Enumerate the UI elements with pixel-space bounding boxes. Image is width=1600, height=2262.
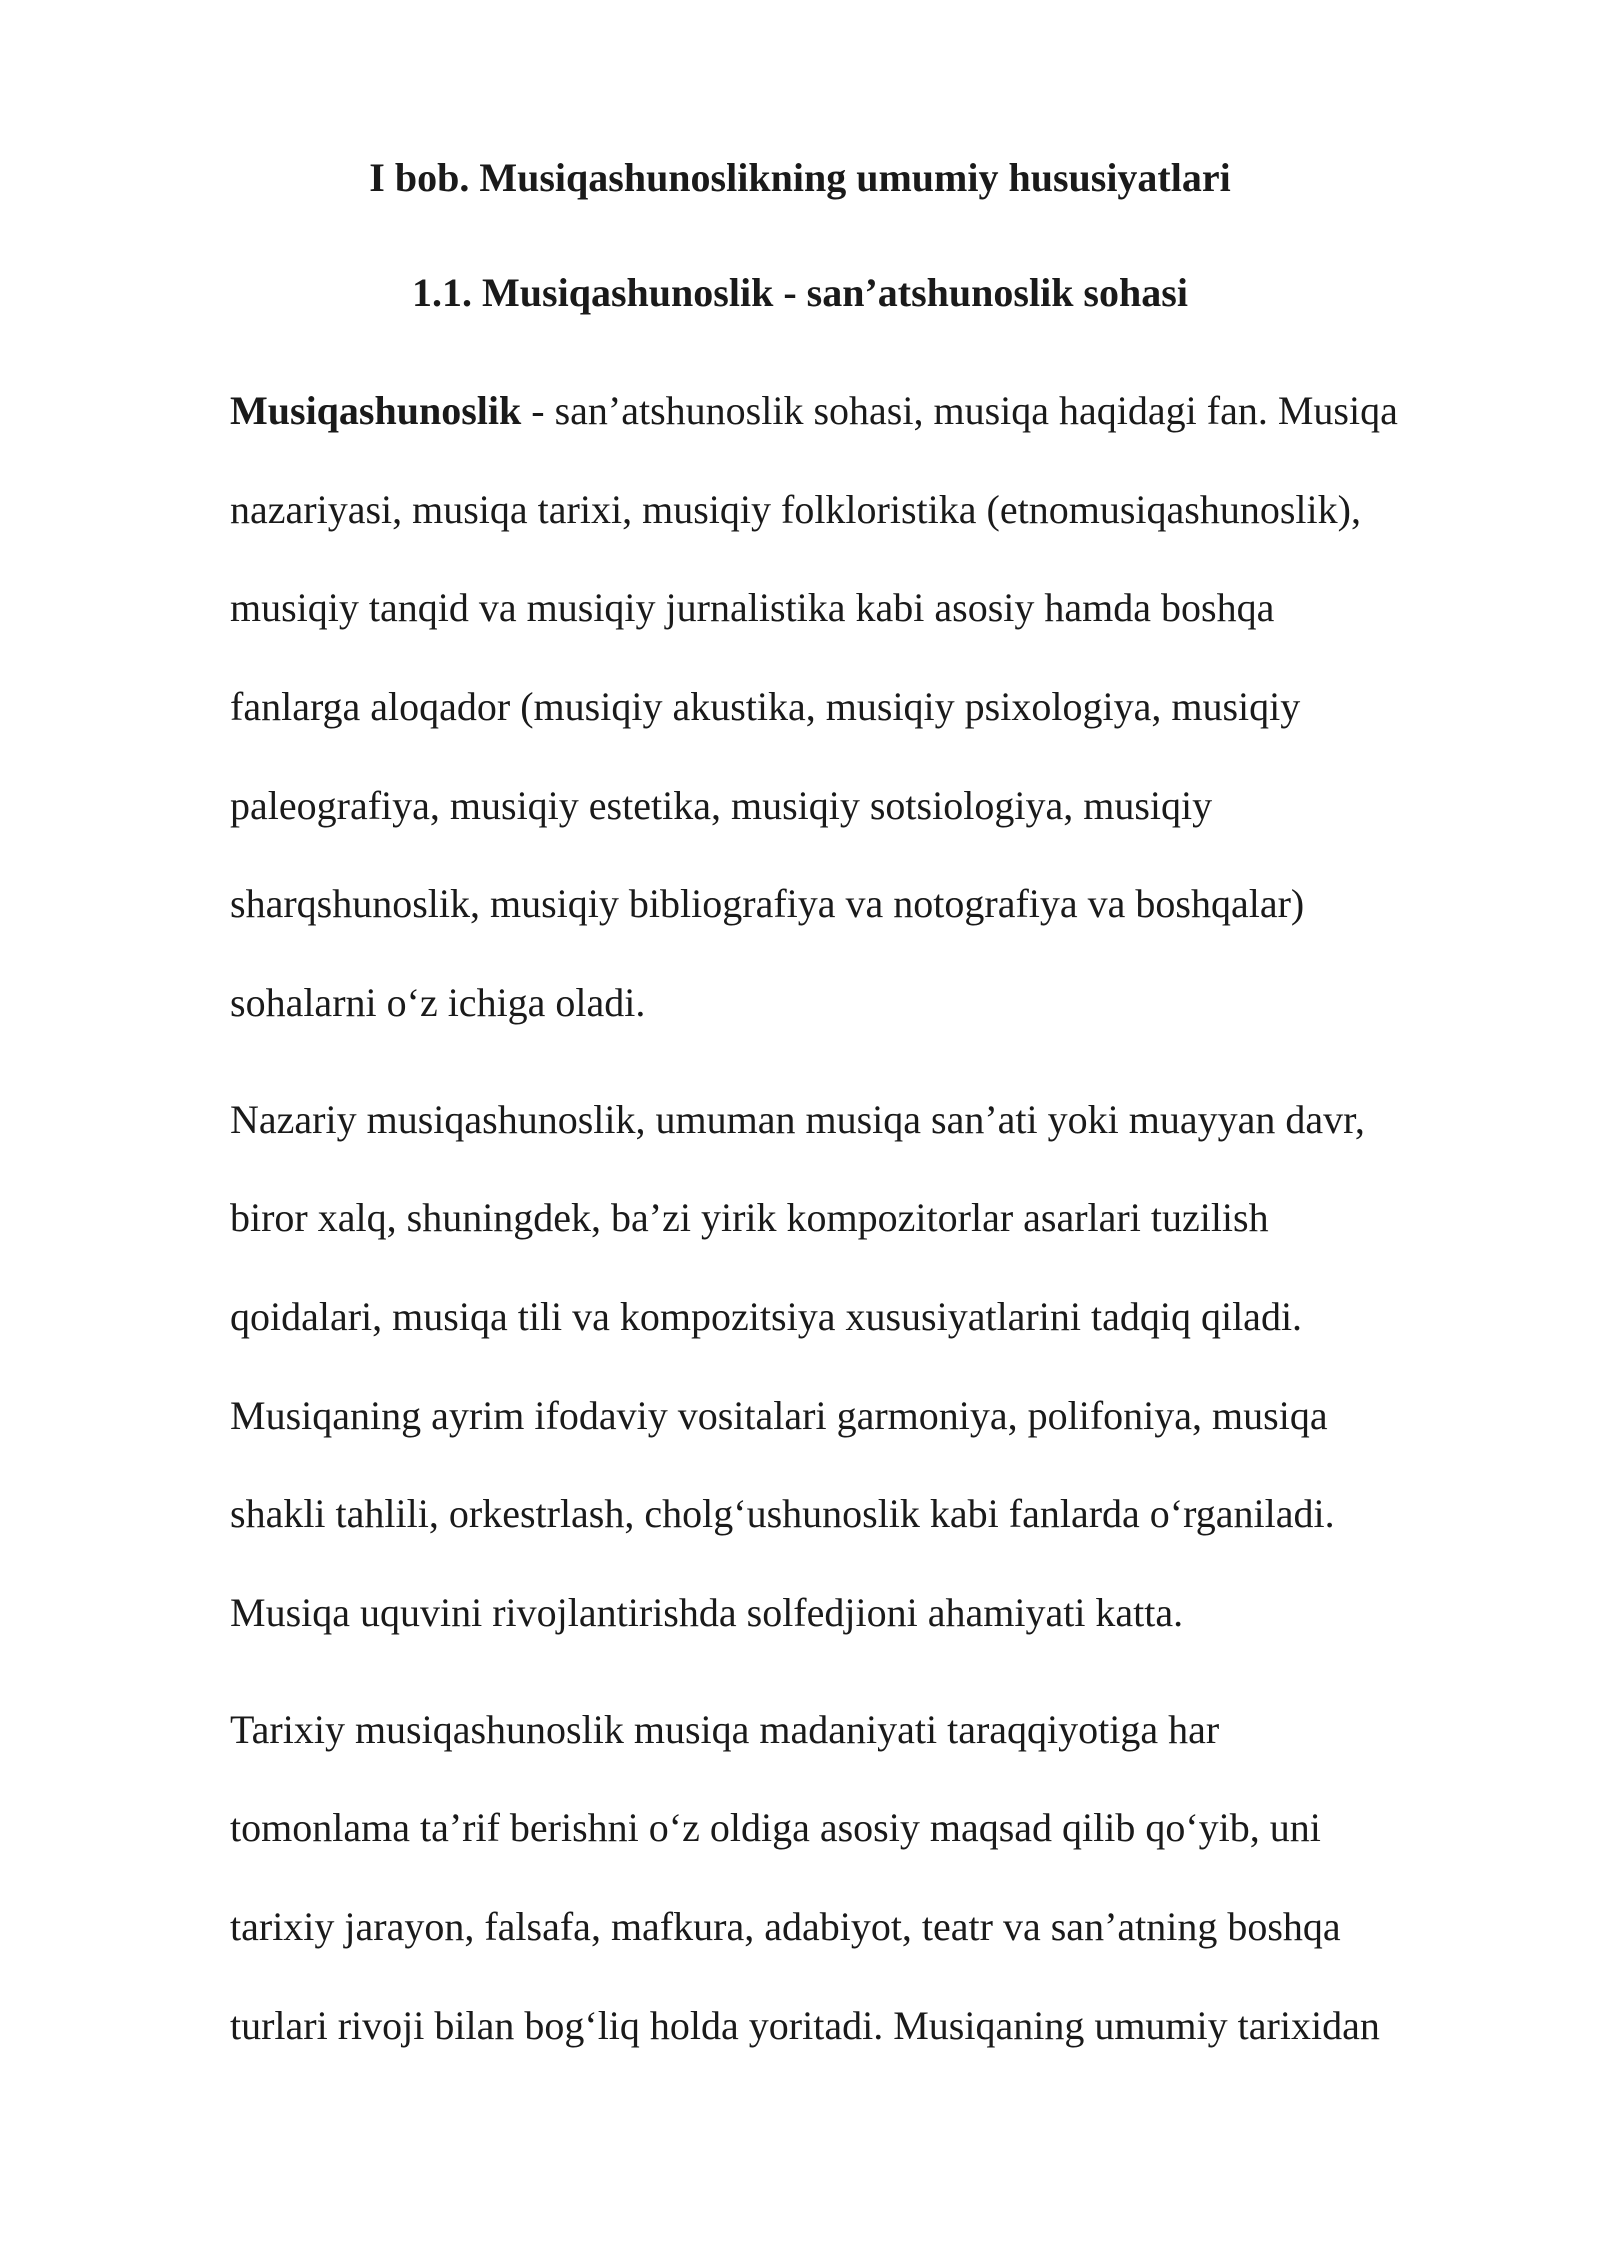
paragraph-line: Nazariy musiqashunoslik, umuman musiqa san’ati yoki muayyan davr, — [230, 1097, 1365, 1142]
paragraph-line: sohalarni o‘z ichiga oladi. — [230, 980, 646, 1025]
paragraph-line: Musiqa uquvini rivojlantirishda solfedjioni ahamiyati katta. — [230, 1590, 1184, 1635]
paragraph-line: turlari rivoji bilan bog‘liq holda yoritadi. Musiqaning umumiy tarixidan — [230, 2003, 1380, 2048]
paragraph-line — [230, 386, 1398, 436]
paragraph-line: tarixiy jarayon, falsafa, mafkura, adabiyot, teatr va san’atning boshqa — [230, 1904, 1341, 1949]
paragraph-line: sharqshunoslik, musiqiy bibliografiya va notografiya va boshqalar) — [230, 881, 1305, 926]
paragraph-line: paleografiya, musiqiy estetika, musiqiy sotsiologiya, musiqiy — [230, 783, 1213, 828]
paragraph-line: shakli tahlili, orkestrlash, cholg‘ushunoslik kabi fanlarda o‘rganiladi. — [230, 1491, 1335, 1536]
section-title: 1.1. Musiqashunoslik - san’atshunoslik sohasi — [412, 270, 1188, 315]
paragraph-line: tomonlama ta’rif berishni o‘z oldiga asosiy maqsad qilib qo‘yib, uni — [230, 1805, 1321, 1850]
term-musiqashunoslik: Musiqashunoslik — [230, 388, 522, 433]
paragraph-line: Musiqaning ayrim ifodaviy vositalari garmoniya, polifoniya, musiqa — [230, 1393, 1328, 1438]
paragraph-line: musiqiy tanqid va musiqiy jurnalistika kabi asosiy hamda boshqa — [230, 585, 1275, 630]
line-text: - san’atshunoslik sohasi, musiqa haqidagi fan. Musiqa — [521, 388, 1398, 433]
paragraph-line: fanlarga aloqador (musiqiy akustika, musiqiy psixologiya, musiqiy — [230, 684, 1301, 729]
paragraph-line: Tarixiy musiqashunoslik musiqa madaniyati taraqqiyotiga har — [230, 1707, 1220, 1752]
paragraph-line: qoidalari, musiqa tili va kompozitsiya xususiyatlarini tadqiq qiladi. — [230, 1294, 1303, 1339]
paragraph-line: nazariyasi, musiqa tarixi, musiqiy folkloristika (etnomusiqashunoslik), — [230, 487, 1361, 532]
paragraph-line: biror xalq, shuningdek, ba’zi yirik kompozitorlar asarlari tuzilish — [230, 1195, 1269, 1240]
chapter-title: I bob. Musiqashunoslikning umumiy hususiyatlari — [369, 155, 1231, 200]
